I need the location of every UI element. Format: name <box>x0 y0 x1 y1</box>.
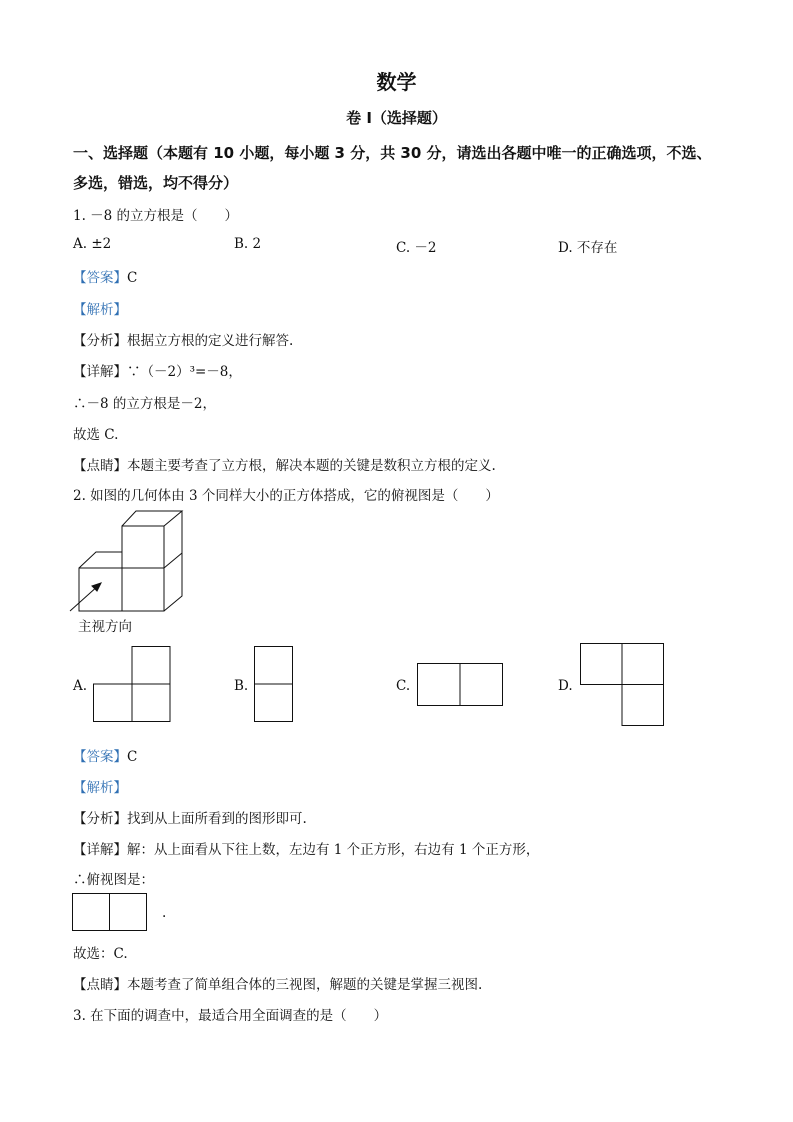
comment-text: 本题考查了简单组合体的三视图，解题的关键是掌握三视图. <box>127 977 483 993</box>
q1-analysis-tag: 【解析】 <box>73 302 127 318</box>
q2-option-d-figure <box>580 643 664 726</box>
fenxi-text: 找到从上面所看到的图形即可. <box>127 811 307 827</box>
fenxi-text: 根据立方根的定义进行解答. <box>127 333 294 349</box>
q1-option-c: C. －2 <box>396 240 437 256</box>
detail-text: 解：从上面看从下往上数，左边有 1 个正方形，右边有 1 个正方形， <box>127 842 540 858</box>
q2-option-d-label: D. <box>558 678 573 694</box>
detail-tag: 【详解】 <box>73 364 127 380</box>
q2-detail <box>73 838 539 858</box>
q2-answer <box>73 745 137 765</box>
answer-value: C <box>127 749 138 765</box>
comment-text: 本题主要考查了立方根，解决本题的关键是数积立方根的定义. <box>127 458 496 474</box>
q2-analysis-tag: 【解析】 <box>73 780 127 796</box>
q2-option-c-label: C. <box>396 678 411 694</box>
answer-tag: 【答案】 <box>73 270 127 286</box>
fenxi-tag: 【分析】 <box>73 333 127 349</box>
q2-option-c-figure <box>417 663 503 706</box>
q1-detail <box>73 360 242 380</box>
comment-tag: 【点睛】 <box>73 977 127 993</box>
q1-therefore: ∴－8 的立方根是－2， <box>73 396 216 412</box>
fenxi-tag: 【分析】 <box>73 811 127 827</box>
q1-fenxi <box>73 329 293 349</box>
doc-subtitle: 卷 I（选择题） <box>346 109 447 127</box>
q2-stem: 2. 如图的几何体由 3 个同样大小的正方体搭成，它的俯视图是（ ） <box>73 488 499 504</box>
q2-option-a-figure <box>93 646 171 722</box>
q2-solid-figure <box>66 508 191 613</box>
q1-option-b: B. 2 <box>234 236 262 252</box>
q1-comment <box>73 454 496 474</box>
q2-direction-label: 主视方向 <box>78 619 132 635</box>
section-heading-line1: 一、选择题（本题有 10 小题，每小题 3 分，共 30 分，请选出各题中唯一的正确选项，不选、 <box>73 144 712 162</box>
q1-answer <box>73 266 137 286</box>
detail-tag: 【详解】 <box>73 842 127 858</box>
doc-title: 数学 <box>376 70 417 94</box>
q2-comment <box>73 973 482 993</box>
q1-choose: 故选 C. <box>73 427 119 443</box>
q2-option-b-figure <box>254 646 293 722</box>
detail-text: ∵（－2）³=－8， <box>127 364 242 380</box>
q2-therefore: ∴俯视图是： <box>73 872 154 888</box>
q1-option-d: D. 不存在 <box>558 240 618 256</box>
q1-stem: 1. －8 的立方根是（ ） <box>73 208 239 224</box>
q2-option-b-label: B. <box>234 678 249 694</box>
q2-option-a-label: A. <box>73 678 88 694</box>
q3-stem: 3. 在下面的调查中，最适合用全面调查的是（ ） <box>73 1008 388 1024</box>
q2-period: . <box>162 905 167 921</box>
comment-tag: 【点睛】 <box>73 458 127 474</box>
q1-option-a: A. ±2 <box>73 236 112 252</box>
section-heading-line2: 多选，错选，均不得分） <box>73 174 239 192</box>
answer-tag: 【答案】 <box>73 749 127 765</box>
q2-fenxi <box>73 807 307 827</box>
answer-value: C <box>127 270 138 286</box>
q2-top-view-figure <box>72 893 148 931</box>
q2-choose: 故选：C. <box>73 946 128 962</box>
